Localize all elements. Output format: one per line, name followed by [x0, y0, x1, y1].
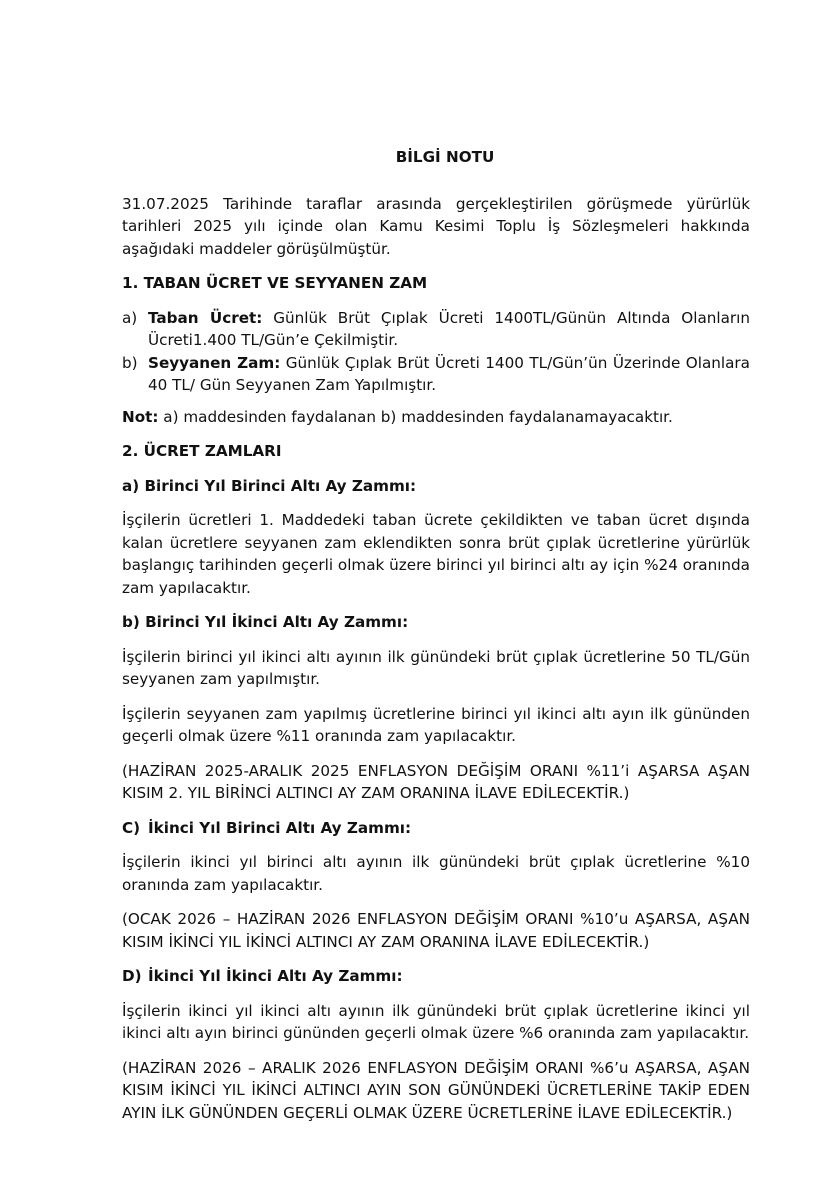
subsection-d-heading — [122, 965, 750, 988]
document-title: BİLGİ NOTU — [395, 148, 495, 166]
list-item-taban-ucret — [122, 307, 750, 352]
list-item-text: Günlük Çıplak Brüt Ücreti 1400 TL/Gün’ün Üzerinde Olanlara 40 TL/ Gün Seyyanen Zam Yapılmıştır. — [148, 353, 750, 394]
subsection-d-title: İkinci Yıl İkinci Altı Ay Zammı: — [148, 967, 403, 985]
subsection-a-heading: a) Birinci Yıl Birinci Altı Ay Zammı: — [122, 476, 417, 495]
section-2-heading: 2. ÜCRET ZAMLARI — [122, 442, 282, 460]
subsection-b-inflation-note: (HAZİRAN 2025-ARALIK 2025 ENFLASYON DEĞİŞİM ORANI %11’i AŞARSA AŞAN KISIM 2. YIL BİRİNCİ ALTINCI AY ZAM ORANINA İLAVE EDİLECEKTİR.) — [122, 761, 750, 802]
subsection-b-paragraph-1: İşçilerin birinci yıl ikinci altı ayının ilk günündeki brüt çıplak ücretlerine 50 TL/Gün seyyanen zam yapılmıştır. — [122, 647, 750, 688]
list-item-label: Seyyanen Zam: — [148, 353, 281, 372]
list-item-text: Günlük Brüt Çıplak Ücreti 1400TL/Günün Altında Olanların Ücreti1.400 TL/Gün’e Çekilmiştir. — [148, 308, 750, 349]
subsection-b-paragraph-2: İşçilerin seyyanen zam yapılmış ücretlerine birinci yıl ikinci altı ayın ilk gününden geçerli olmak üzere %11 oranında zam yapılacaktır. — [122, 704, 750, 745]
list-item-seyyanen-zam — [122, 352, 750, 397]
subsection-d-paragraph: İşçilerin ikinci yıl ikinci altı ayının ilk günündeki brüt çıplak ücretlerine ikinci yıl ikinci altı ayın birinci gününden geçerli olmak üzere %6 oranında zam yapılacaktır. — [122, 1001, 750, 1042]
subsection-c-title: İkinci Yıl Birinci Altı Ay Zammı: — [148, 818, 412, 837]
intro-paragraph: 31.07.2025 Tarihinde taraflar arasında gerçekleştirilen görüşmede yürürlük tarihleri 2025 yılı içinde olan Kamu Kesimi Toplu İş Sözleşmeleri hakkında aşağıdaki maddeler görüşülmüştür. — [122, 194, 750, 258]
list-item-content — [148, 307, 750, 352]
note-text: a) maddesinden faydalanan b) maddesinden faydalanamayacaktır. — [158, 407, 673, 426]
subsection-c-inflation-note: (OCAK 2026 – HAZİRAN 2026 ENFLASYON DEĞİŞİM ORANI %10’u AŞARSA, AŞAN KISIM İKİNCİ YIL İKİNCİ ALTINCI AY ZAM ORANINA İLAVE EDİLECEKTİR.) — [122, 910, 750, 951]
subsection-b-heading: b) Birinci Yıl İkinci Altı Ay Zammı: — [122, 613, 409, 631]
list-item-label: Taban Ücret: — [148, 308, 263, 327]
list-marker: a) — [122, 308, 138, 327]
section-1-heading: 1. TABAN ÜCRET VE SEYYANEN ZAM — [122, 274, 428, 292]
list-item-content — [148, 352, 750, 397]
subsection-a-paragraph: İşçilerin ücretleri 1. Maddedeki taban ücrete çekildikten ve taban ücret dışında kalan ücretlere seyyanen zam eklendikten sonra brüt çıplak ücretlerine yürürlük başlangıç tarihinden geçerli olmak üzere birinci yıl birinci altı ay için %24 oranında zam yapılacaktır. — [122, 511, 750, 597]
subsection-c-paragraph: İşçilerin ikinci yıl birinci altı ayının ilk günündeki brüt çıplak ücretlerine %10 oranında zam yapılacaktır. — [122, 853, 750, 894]
note-label: Not: — [122, 407, 159, 426]
subsection-d-inflation-note: (HAZİRAN 2026 – ARALIK 2026 ENFLASYON DEĞİŞİM ORANI %6’u AŞARSA, AŞAN KISIM İKİNCİ YIL İKİNCİ ALTINCI AYIN SON GÜNÜNDEKİ ÜCRETLERİNE TAKİP EDEN AYIN İLK GÜNÜNDEN GEÇERLİ OLMAK ÜZERE ÜCRETLERİNE İLAVE EDİLECEKTİR.) — [122, 1058, 750, 1122]
section-1-list — [122, 307, 750, 397]
document-page — [122, 146, 750, 1136]
note-paragraph — [122, 406, 750, 429]
subsection-c-letter: C) — [122, 818, 141, 837]
list-marker: b) — [122, 353, 138, 372]
subsection-c-heading — [122, 817, 750, 840]
subsection-d-letter: D) — [122, 967, 142, 985]
